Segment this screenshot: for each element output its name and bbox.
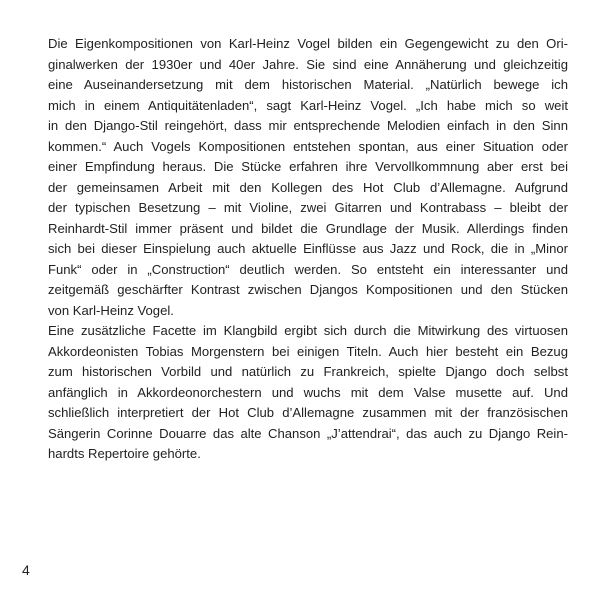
text-line: einer Empfindung heraus. Die Stücke erfahren ihre Vervollkommnung aber erst bei (48, 159, 568, 174)
text-line: der typischen Besetzung – mit Violine, zwei Gitarren und Kontrabass – bleibt der (48, 200, 568, 215)
text-line: mich in einem Antiquitätenladen“, sagt Karl-Heinz Vogel. „Ich habe mich so weit (48, 97, 568, 113)
text-line: sich bei dieser Einspielung auch aktuelle Einflüsse aus Jazz und Rock, die in „Minor (48, 241, 568, 256)
text-line: in den Django-Stil reingehört, dass mir entsprechende Melodien einfach in den Sinn (48, 118, 568, 133)
text-line: ginalwerken der 1930er und 40er Jahre. Sie sind eine Annäherung und gleichzeitig (48, 56, 568, 72)
text-line: von Karl-Heinz Vogel. (48, 302, 174, 318)
text-line: Eine zusätzliche Facette im Klangbild ergibt sich durch die Mitwirkung des virtuosen (48, 323, 568, 338)
text-line: Die Eigenkompositionen von Karl-Heinz Vogel bilden ein Gegengewicht zu den Ori- (48, 36, 568, 51)
text-line: anfänglich in Akkordeonorchestern und wuchs mit dem Valse musette auf. Und (48, 384, 568, 400)
text-line: Akkordeonisten Tobias Morgenstern bei einigen Titeln. Auch hier besteht ein Bezug (48, 343, 568, 359)
text-line: schließlich interpretiert der Hot Club d’Allemagne zusammen mit der französischen (48, 405, 568, 420)
text-line: zeitgemäß geschärfter Kontrast zwischen Djangos Kompositionen und den Stücken (48, 282, 568, 297)
text-line: hardts Repertoire gehörte. (48, 446, 201, 461)
body-text (48, 34, 568, 465)
page-number: 4 (22, 562, 30, 578)
text-line: kommen.“ Auch Vogels Kompositionen entstehen spontan, aus einer Situation oder (48, 138, 568, 154)
text-line: Reinhardt-Stil immer präsent und bildet die Grundlage der Musik. Allerdings finden (48, 220, 568, 236)
text-line: eine Auseinandersetzung mit dem historischen Material. „Natürlich bewege ich (48, 77, 568, 92)
text-line: Funk“ oder in „Construction“ deutlich werden. So entsteht ein interessanter und (48, 261, 568, 277)
text-line: Sängerin Corinne Douarre das alte Chanson „J’attendrai“, das auch zu Django Rein- (48, 425, 568, 441)
text-line: der gemeinsamen Arbeit mit den Kollegen des Hot Club d’Allemagne. Aufgrund (48, 179, 568, 195)
text-line: zum historischen Vorbild und natürlich zu Frankreich, spielte Django doch selbst (48, 364, 568, 379)
